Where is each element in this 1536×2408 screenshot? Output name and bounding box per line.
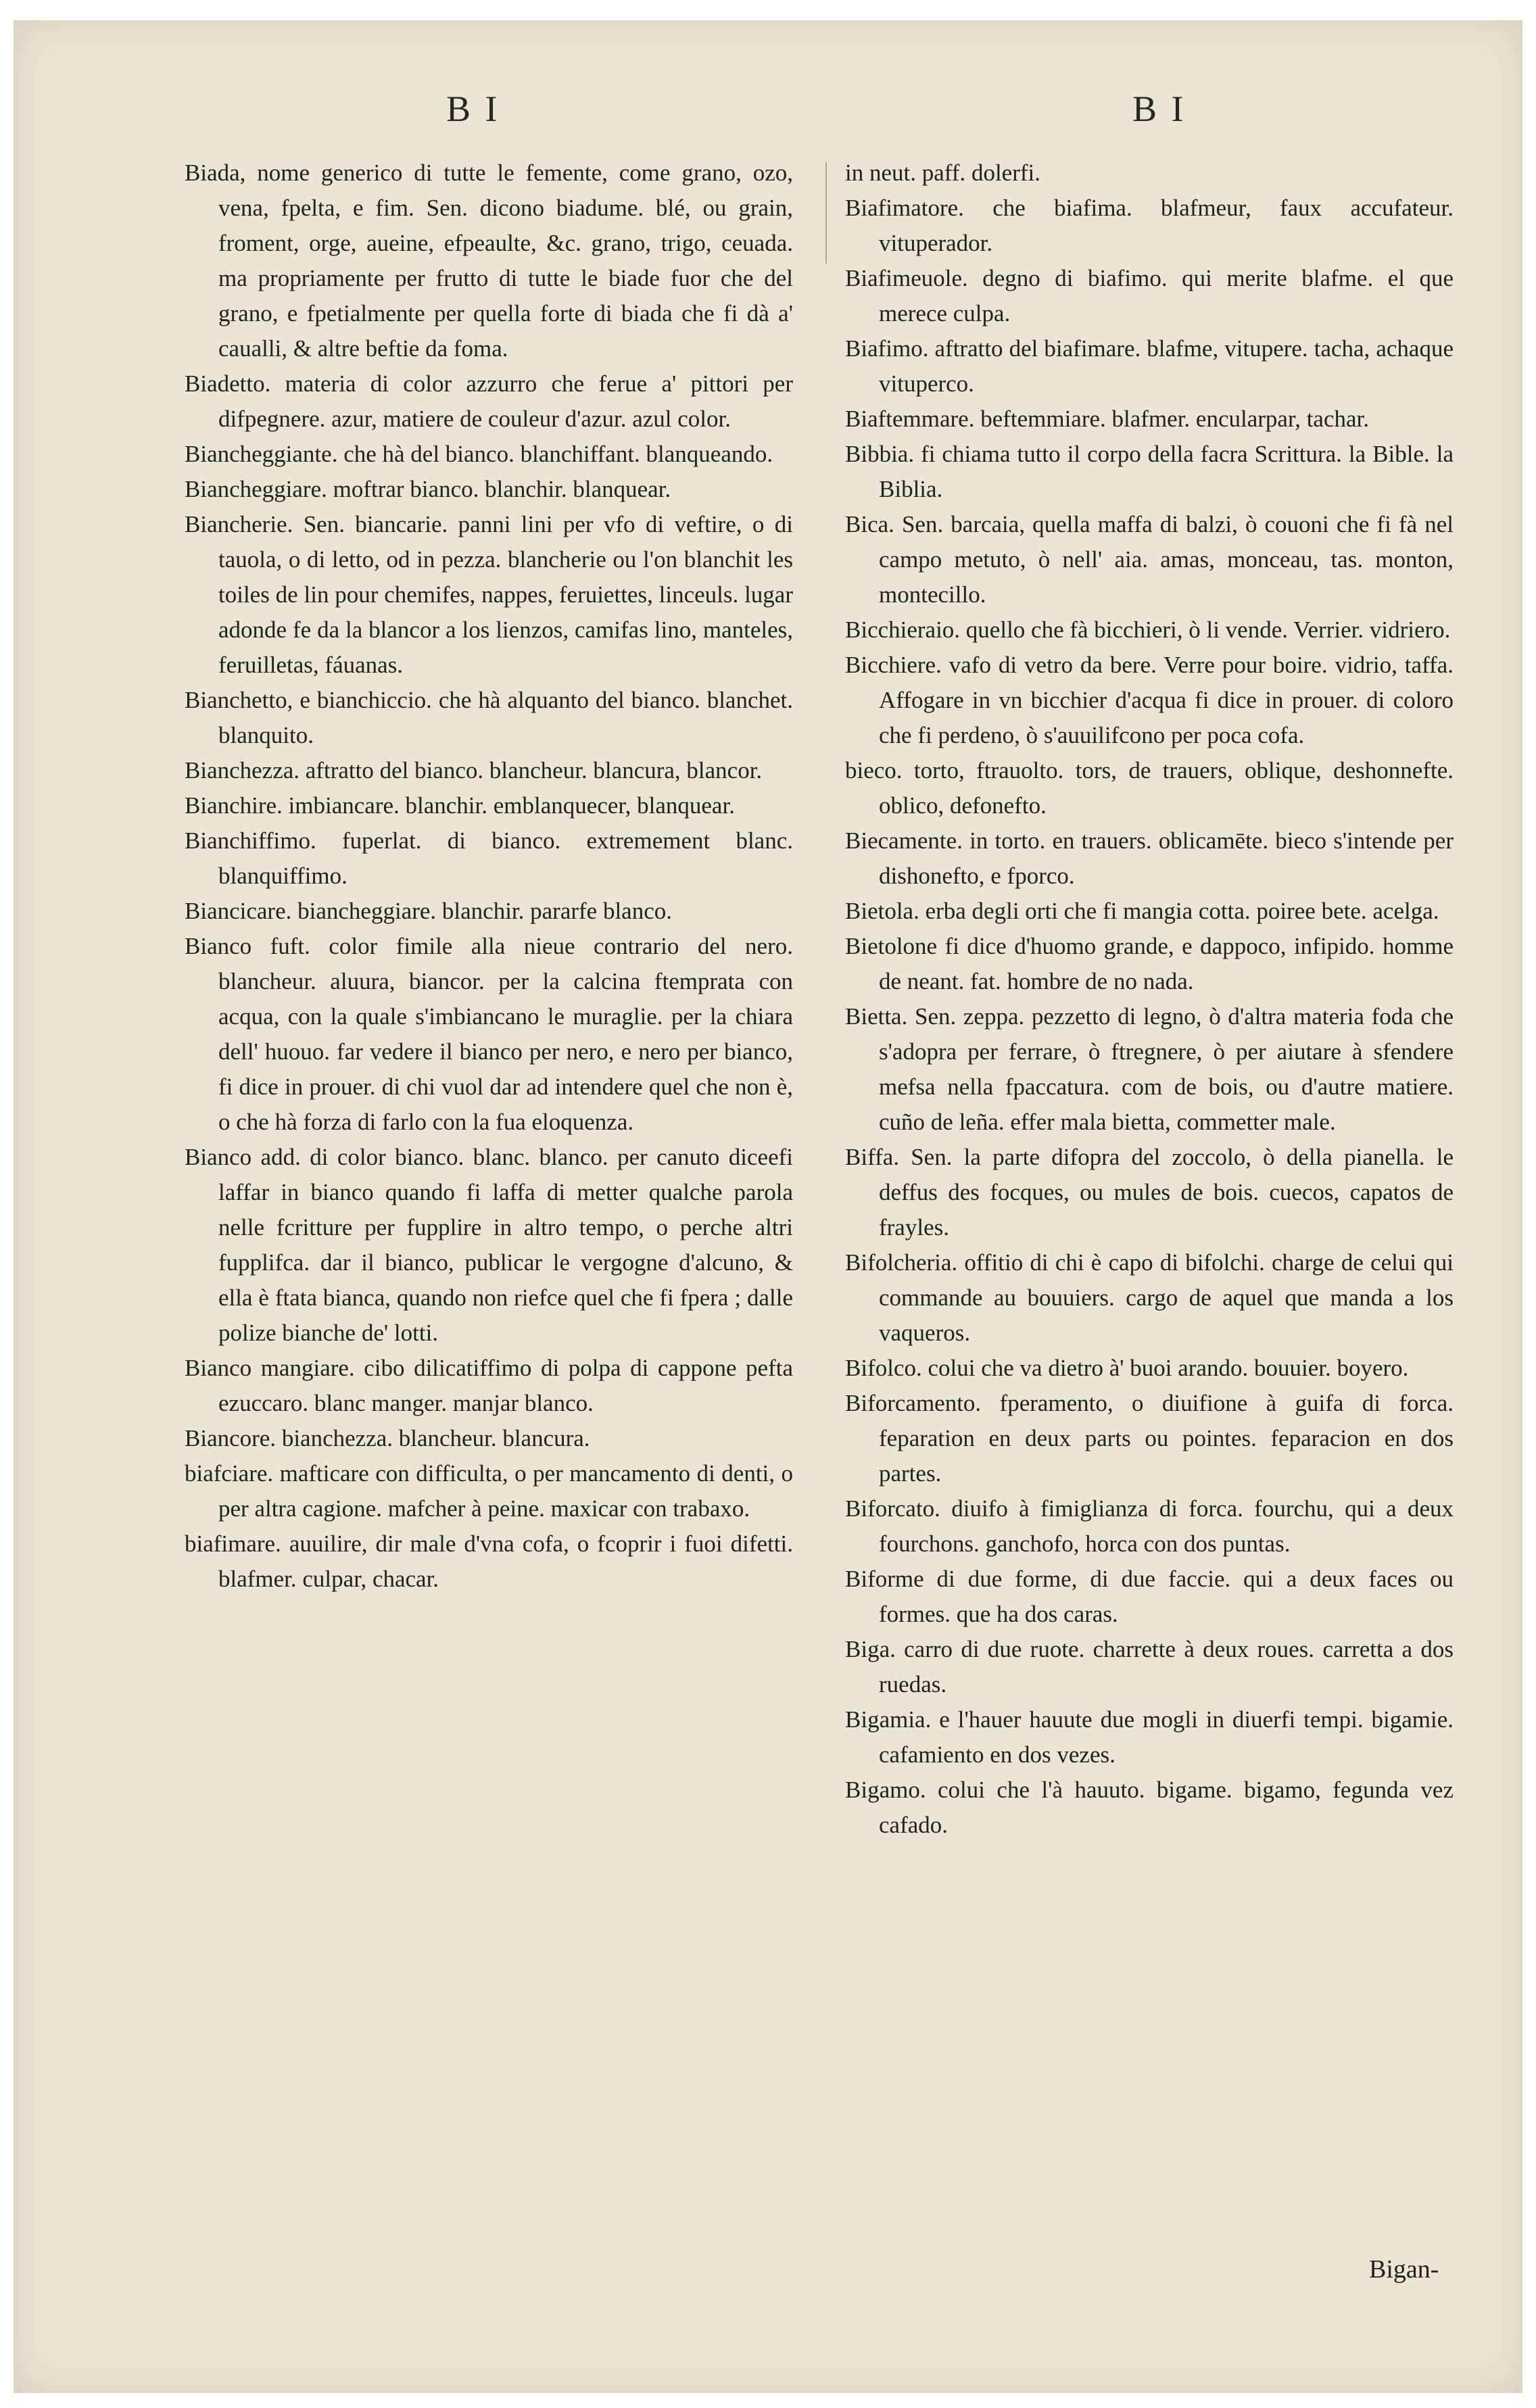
entry: Bigamo. colui che l'à hauuto. bigame. bigamo, fegunda vez cafado. — [845, 1777, 1454, 1838]
entry: biafimare. auuilire, dir male d'vna cofa, o fcoprir i fuoi difetti. blafmer. culpar, chacar. — [185, 1531, 793, 1592]
entry: Bifolcheria. offitio di chi è capo di bifolchi. charge de celui qui commande au bouuiers. cargo de aquel que manda a los vaqueros. — [845, 1249, 1454, 1346]
entry: Biaftemmare. beftemmiare. blafmer. encularpar, tachar. — [845, 406, 1370, 432]
entry: Biancore. bianchezza. blancheur. blancura. — [185, 1425, 590, 1451]
entry: Bianchetto, e bianchiccio. che hà alquanto del bianco. blanchet. blanquito. — [185, 687, 793, 748]
entry: Biafimo. aftratto del biafimare. blafme, vitupere. tacha, achaque vituperco. — [845, 335, 1454, 397]
entry: Bietta. Sen. zeppa. pezzetto di legno, ò d'altra materia foda che s'adopra per ferrare, ò ftregnere, ò per aiutare à sfendere mefsa nella fpaccatura. com de bois, ou d'autre matiere. cuño de leña. effer mala bietta, commetter male. — [845, 1003, 1454, 1135]
entry: Bianco add. di color bianco. blanc. blanco. per canuto diceefi laffar in bianco quando fi laffa di metter qualche parola nelle fcritture per fupplire in altro tempo, o perche altri fupplifca. dar il bianco, publicar le vergogne d'alcuno, & ella è ftata bianca, quando non riefce quel che fi fpera ; dalle polize bianche de' lotti. — [185, 1144, 793, 1346]
entry: Bigamia. e l'hauer hauute due mogli in diuerfi tempi. bigamie. cafamiento en dos vezes. — [845, 1706, 1454, 1768]
entry: Bianco mangiare. cibo dilicatiffimo di polpa di cappone pefta ezuccaro. blanc manger. manjar blanco. — [185, 1355, 793, 1416]
entry: biafciare. mafticare con difficulta, o per mancamento di denti, o per altra cagione. mafcher à peine. maxicar con trabaxo. — [185, 1460, 793, 1522]
running-head-right: B I — [1132, 89, 1186, 129]
book-page — [14, 20, 1522, 2393]
entry: Biffa. Sen. la parte difopra del zoccolo, ò della pianella. le deffus des focques, ou mules de bois. cuecos, capatos de frayles. — [845, 1144, 1454, 1241]
entry: Biforcamento. fperamento, o diuifione à guifa di forca. feparation en deux parts ou pointes. feparacion en dos partes. — [845, 1390, 1454, 1487]
left-column — [185, 155, 793, 1597]
entry: Biecamente. in torto. en trauers. oblicamēte. bieco s'intende per dishonefto, e fporco. — [845, 827, 1454, 889]
entry: Biafimatore. che biafima. blafmeur, faux accufateur. vituperador. — [845, 195, 1454, 256]
entry: Biga. carro di due ruote. charrette à deux roues. carretta a dos ruedas. — [845, 1636, 1454, 1697]
column-rule — [825, 162, 827, 264]
entry: Bianchiffimo. fuperlat. di bianco. extremement blanc. blanquiffimo. — [185, 827, 793, 889]
entry: Biancheggiare. moftrar bianco. blanchir. blanquear. — [185, 476, 671, 502]
entry: Bica. Sen. barcaia, quella maffa di balzi, ò couoni che fi fà nel campo metuto, ò nell' aia. amas, monceau, tas. monton, montecillo. — [845, 511, 1454, 608]
entry: Biforcato. diuifo à fimiglianza di forca. fourchu, qui a deux fourchons. ganchofo, horca con dos puntas. — [845, 1495, 1454, 1557]
entry: Bifolco. colui che va dietro à' buoi arando. bouuier. boyero. — [845, 1355, 1409, 1381]
entry: Bicchiere. vafo di vetro da bere. Verre pour boire. vidrio, taffa. Affogare in vn bicchier d'acqua fi dice in prouer. di coloro che fi perdeno, ò s'auuilifcono per poca cofa. — [845, 652, 1454, 748]
entry: Bietola. erba degli orti che fi mangia cotta. poiree bete. acelga. — [845, 898, 1439, 924]
entry: bieco. torto, ftrauolto. tors, de trauers, oblique, deshonnefte. oblico, defonefto. — [845, 757, 1454, 819]
right-column — [845, 155, 1454, 1843]
entry: Bicchieraio. quello che fà bicchieri, ò li vende. Verrier. vidriero. — [845, 617, 1451, 643]
entry: Biadetto. materia di color azzurro che ferue a' pittori per difpegnere. azur, matiere de couleur d'azur. azul color. — [185, 370, 793, 432]
catchword: Bigan- — [1369, 2255, 1439, 2284]
running-head-left: B I — [446, 89, 500, 129]
entry: Bianchezza. aftratto del bianco. blancheur. blancura, blancor. — [185, 757, 763, 784]
entry: Bibbia. fi chiama tutto il corpo della facra Scrittura. la Bible. la Biblia. — [845, 441, 1454, 502]
entry: Biada, nome generico di tutte le femente, come grano, ozo, vena, fpelta, e fim. Sen. dicono biadume. blé, ou grain, froment, orge, aueine, efpeaulte, &c. grano, trigo, ceuada. ma propriamente per frutto di tutte le biade fuor che del grano, e fpetialmente per quella forte di biada che fi dà a' caualli, & altre beftie da foma. — [185, 160, 793, 362]
entry: Biancicare. biancheggiare. blanchir. pararfe blanco. — [185, 898, 673, 924]
entry: in neut. paff. dolerfi. — [845, 160, 1040, 186]
entry: Bianco fuft. color fimile alla nieue contrario del nero. blancheur. aluura, biancor. per la calcina ftemprata con acqua, con la quale s'imbiancano le muraglie. per la chiara dell' huouo. far vedere il bianco per nero, e nero per bianco, fi dice in prouer. di chi vuol dar ad intendere quel che non è, o che hà forza di farlo con la fua eloquenza. — [185, 933, 793, 1135]
entry: Biancherie. Sen. biancarie. panni lini per vfo di veftire, o di tauola, o di letto, od in pezza. blancherie ou l'on blanchit les toiles de lin pour chemifes, nappes, feruiettes, linceuls. lugar adonde fe da la blancor a los lienzos, camifas lino, manteles, feruilletas, fáuanas. — [185, 511, 793, 678]
entry: Bietolone fi dice d'huomo grande, e dappoco, infipido. homme de neant. fat. hombre de no nada. — [845, 933, 1454, 994]
entry: Biafimeuole. degno di biafimo. qui merite blafme. el que merece culpa. — [845, 265, 1454, 327]
entry: Bianchire. imbiancare. blanchir. emblanquecer, blanquear. — [185, 792, 735, 819]
entry: Biforme di due forme, di due faccie. qui a deux faces ou formes. que ha dos caras. — [845, 1566, 1454, 1627]
entry: Biancheggiante. che hà del bianco. blanchiffant. blanqueando. — [185, 441, 773, 467]
